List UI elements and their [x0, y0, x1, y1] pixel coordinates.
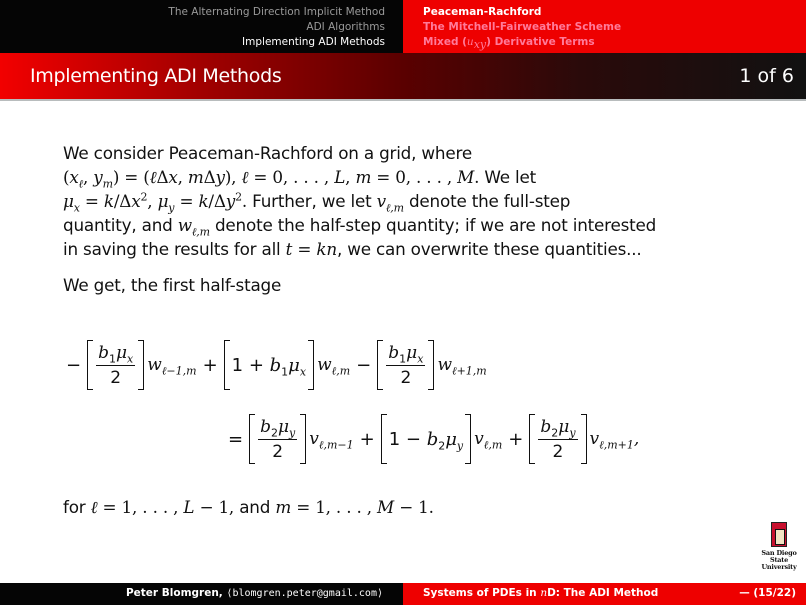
equation-rhs: = $\frac{b_2\mu_y}{2}$ $v_{\ell,m-1}$ + $1 - b_2\mu_y$ $v_{\ell,m}$ + $\frac{b_2\mu_y}{2}$ $v_{\ell,m+1}$,: [222, 414, 639, 464]
talk-title[interactable]: Systems of PDEs in nD: The ADI Method: [423, 587, 659, 599]
nav-section-adi-algorithms[interactable]: ADI Algorithms: [306, 21, 385, 33]
frame-counter: 1 of 6: [739, 65, 794, 87]
nav-section-adi-method[interactable]: The Alternating Direction Implicit Method: [168, 6, 385, 18]
footer-talk: [403, 583, 806, 605]
sdsu-logo: San Diego State University: [752, 522, 806, 572]
top-navigation: [0, 0, 806, 53]
half-stage-intro: We get, the first half-stage: [63, 275, 282, 295]
nav-subsection-mitchell-fairweather[interactable]: The Mitchell-Fairweather Scheme: [423, 21, 622, 33]
subsection-nav: [403, 0, 806, 53]
index-range-text: for ℓ = 1, . . . , L − 1, and m = 1, . . . , M − 1.: [63, 497, 434, 517]
frame-title-bar: [0, 53, 806, 101]
nav-subsection-mixed-derivative[interactable]: Mixed $(u_{xy})$ Derivative Terms: [423, 36, 595, 52]
equation-lhs: − $\frac{b_1\mu_x}{2}$ $w_{\ell-1,m}$ + $1 + b_1\mu_x$ $w_{\ell,m}$ − $\frac{b_1\mu_x}{2}$ $w_{\ell+1,m}$: [60, 340, 487, 390]
footer-author: Peter Blomgren, ⟨blomgren.peter@gmail.com⟩: [0, 583, 403, 605]
frame-title: Implementing ADI Methods: [30, 65, 282, 87]
section-nav: [0, 0, 403, 53]
sdsu-shield-icon: [771, 522, 787, 547]
intro-paragraph: We consider Peaceman-Rachford on a grid, where ($x_\ell$, $y_m$) = (ℓΔx, mΔy), ℓ = 0, . . . , L, m = 0, . . . , M. We let $\mu_x = k/\Delta x^2$, $\mu_y = k/\Delta y^2$. Further, we let $v_{\ell,m}$ denote the full-step quantity, and $w_{\ell,m}$ denote the half-step quantity; if we are not interested in saving the results for all t = kn, we can overwrite these quantities...: [63, 143, 657, 259]
nav-subsection-peaceman-rachford[interactable]: Peaceman-Rachford: [423, 6, 542, 18]
nav-section-implementing-adi[interactable]: Implementing ADI Methods: [242, 36, 385, 48]
page-number: — (15/22): [739, 587, 796, 599]
footer: [0, 583, 806, 605]
author-email[interactable]: ⟨blomgren.peter@gmail.com⟩: [226, 588, 383, 599]
slide-body: [63, 141, 763, 297]
